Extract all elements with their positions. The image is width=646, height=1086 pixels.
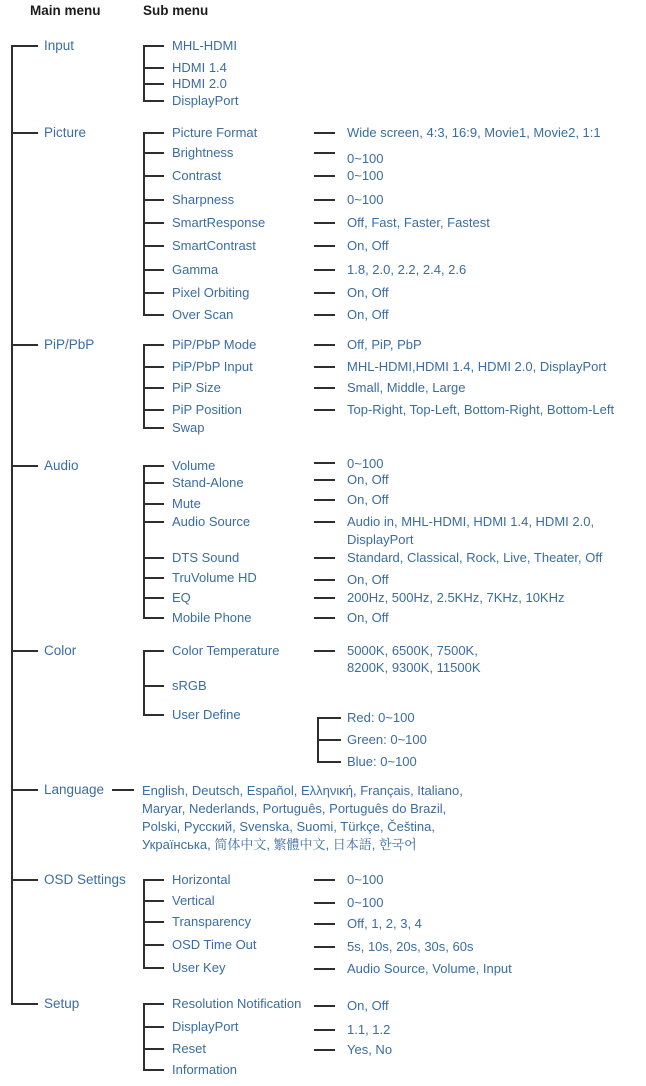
tree-line xyxy=(143,967,164,969)
tree-line xyxy=(143,222,164,224)
tree-line xyxy=(143,344,164,346)
tree-line xyxy=(143,650,164,652)
tree-line xyxy=(314,199,335,201)
submenu-item-pixel-orbiting: Pixel Orbiting xyxy=(172,285,250,300)
column-header-sub-menu: Sub menu xyxy=(143,3,209,18)
tree-line xyxy=(11,1003,38,1005)
tree-line xyxy=(11,45,38,47)
tree-line xyxy=(314,269,335,271)
tree-line xyxy=(143,100,164,102)
submenu-item-brightness: Brightness xyxy=(172,145,234,160)
submenu-value-dts-sound: Standard, Classical, Rock, Live, Theater, Off xyxy=(347,550,603,565)
submenu-item-red: Red: 0~100 xyxy=(347,710,415,725)
submenu-item-pip-position: PiP Position xyxy=(172,402,242,417)
submenu-value-over-scan: On, Off xyxy=(347,307,389,322)
submenu-value-pip-size: Small, Middle, Large xyxy=(347,380,466,395)
tree-line xyxy=(314,175,335,177)
tree-line xyxy=(314,557,335,559)
main-menu-item-input: Input xyxy=(44,38,75,53)
language-options-line2: Maryar, Nederlands, Português, Português do Brazil, xyxy=(142,801,447,816)
tree-line xyxy=(143,597,164,599)
submenu-value-stand-alone: On, Off xyxy=(347,472,389,487)
submenu-value-osd-time-out: 5s, 10s, 20s, 30s, 60s xyxy=(347,939,474,954)
tree-line xyxy=(143,152,164,154)
submenu-item-displayport: DisplayPort xyxy=(172,93,239,108)
main-menu-item-osd-settings: OSD Settings xyxy=(44,872,126,887)
submenu-value-audio-source: Audio in, MHL-HDMI, HDMI 1.4, HDMI 2.0, xyxy=(347,514,595,529)
submenu-item-pip-pbp-mode: PiP/PbP Mode xyxy=(172,337,257,352)
submenu-value-smartresponse: Off, Fast, Faster, Fastest xyxy=(347,215,490,230)
tree-line xyxy=(143,245,164,247)
submenu-value-smartcontrast: On, Off xyxy=(347,238,389,253)
submenu-value-gamma: 1.8, 2.0, 2.2, 2.4, 2.6 xyxy=(347,262,467,277)
submenu-value-pip-position: Top-Right, Top-Left, Bottom-Right, Bottom-Left xyxy=(347,402,615,417)
submenu-item-vertical: Vertical xyxy=(172,893,215,908)
column-header-main-menu: Main menu xyxy=(30,3,101,18)
main-menu-item-pip-pbp: PiP/PbP xyxy=(44,337,95,352)
submenu-item-smartresponse: SmartResponse xyxy=(172,215,266,230)
submenu-value-pip-pbp-input: MHL-HDMI,HDMI 1.4, HDMI 2.0, DisplayPort xyxy=(347,359,607,374)
tree-line xyxy=(143,521,164,523)
tree-line xyxy=(143,314,164,316)
tree-line xyxy=(143,577,164,579)
submenu-item-pip-size: PiP Size xyxy=(172,380,221,395)
tree-line xyxy=(314,521,335,523)
tree-line xyxy=(314,479,335,481)
language-options-list xyxy=(142,782,463,854)
tree-line xyxy=(143,557,164,559)
main-menu-item-picture: Picture xyxy=(44,125,87,140)
tree-line xyxy=(143,921,164,923)
submenu-item-mobile-phone: Mobile Phone xyxy=(172,610,252,625)
tree-line xyxy=(143,132,164,134)
tree-line xyxy=(112,789,134,791)
submenu-value-contrast: 0~100 xyxy=(347,168,384,183)
submenu-value-pixel-orbiting: On, Off xyxy=(347,285,389,300)
submenu-item-transparency: Transparency xyxy=(172,914,251,929)
tree-line xyxy=(143,199,164,201)
tree-line xyxy=(314,902,335,904)
tree-line xyxy=(143,83,164,85)
tree-branch-line xyxy=(143,45,145,102)
submenu-value-reset: Yes, No xyxy=(347,1042,393,1057)
submenu-value-pip-pbp-mode: Off, PiP, PbP xyxy=(347,337,422,352)
tree-line xyxy=(143,900,164,902)
submenu-item-user-key: User Key xyxy=(172,960,226,975)
tree-line xyxy=(314,222,335,224)
tree-line xyxy=(314,152,335,154)
submenu-value-eq: 200Hz, 500Hz, 2.5KHz, 7KHz, 10KHz xyxy=(347,590,565,605)
submenu-item-stand-alone: Stand-Alone xyxy=(172,475,244,490)
tree-line xyxy=(143,503,164,505)
tree-line xyxy=(11,465,38,467)
tree-branch-line xyxy=(143,132,145,316)
tree-line xyxy=(143,617,164,619)
tree-line xyxy=(143,1026,164,1028)
main-menu-item-language: Language xyxy=(44,782,105,797)
tree-line xyxy=(11,879,38,881)
tree-line xyxy=(314,409,335,411)
tree-line xyxy=(314,499,335,501)
tree-line xyxy=(143,175,164,177)
submenu-item-contrast: Contrast xyxy=(172,168,222,183)
submenu-value-displayport-version: 1.1, 1.2 xyxy=(347,1022,391,1037)
submenu-item-color-temperature: Color Temperature xyxy=(172,643,280,658)
tree-line xyxy=(314,366,335,368)
submenu-item-hdmi-20: HDMI 2.0 xyxy=(172,76,227,91)
tree-line xyxy=(314,245,335,247)
tree-line xyxy=(317,717,341,719)
submenu-item-displayport-version: DisplayPort xyxy=(172,1019,239,1034)
tree-line xyxy=(314,1029,335,1031)
submenu-value-user-key: Audio Source, Volume, Input xyxy=(347,961,512,976)
tree-line xyxy=(317,761,341,763)
tree-line xyxy=(314,968,335,970)
tree-line xyxy=(143,409,164,411)
submenu-item-osd-time-out: OSD Time Out xyxy=(172,937,257,952)
tree-branch-line xyxy=(143,465,145,619)
main-menu-item-color: Color xyxy=(44,643,77,658)
tree-line xyxy=(143,1069,164,1071)
tree-line xyxy=(314,879,335,881)
submenu-value-color-temperature-line2: 8200K, 9300K, 11500K xyxy=(347,660,481,675)
submenu-value-resolution-notification: On, Off xyxy=(347,998,389,1013)
submenu-item-reset: Reset xyxy=(172,1041,206,1056)
submenu-value-picture-format: Wide screen, 4:3, 16:9, Movie1, Movie2, 1:1 xyxy=(347,125,601,140)
tree-line xyxy=(314,462,335,464)
tree-line xyxy=(314,344,335,346)
submenu-item-dts-sound: DTS Sound xyxy=(172,550,240,565)
tree-line xyxy=(143,714,164,716)
submenu-value-color-temperature: 5000K, 6500K, 7500K, xyxy=(347,643,478,658)
language-options-line4: Українська, 简体中文, 繁體中文, 日本語, 한국어 xyxy=(142,837,417,852)
submenu-item-srgb: sRGB xyxy=(172,678,207,693)
tree-line xyxy=(314,617,335,619)
submenu-item-resolution-notification: Resolution Notification xyxy=(172,996,302,1011)
tree-branch-line xyxy=(143,650,145,716)
tree-line xyxy=(143,269,164,271)
submenu-item-hdmi-14: HDMI 1.4 xyxy=(172,60,227,75)
submenu-item-green: Green: 0~100 xyxy=(347,732,427,747)
submenu-value-volume: 0~100 xyxy=(347,456,384,471)
tree-line xyxy=(11,344,38,346)
tree-line xyxy=(143,482,164,484)
tree-line xyxy=(314,1049,335,1051)
main-menu-item-setup: Setup xyxy=(44,996,80,1011)
tree-line xyxy=(143,45,164,47)
tree-line xyxy=(143,465,164,467)
tree-line xyxy=(11,650,38,652)
submenu-value-truvolume-hd: On, Off xyxy=(347,572,389,587)
submenu-item-pip-pbp-input: PiP/PbP Input xyxy=(172,359,253,374)
submenu-item-horizontal: Horizontal xyxy=(172,872,231,887)
submenu-item-mhl-hdmi: MHL-HDMI xyxy=(172,38,237,53)
submenu-item-blue: Blue: 0~100 xyxy=(347,754,417,769)
language-options-line3: Polski, Русский, Svenska, Suomi, Türkçe, Čeština, xyxy=(142,819,435,834)
tree-line xyxy=(143,427,164,429)
tree-line xyxy=(143,292,164,294)
submenu-value-sharpness: 0~100 xyxy=(347,192,384,207)
submenu-value-mute: On, Off xyxy=(347,492,389,507)
tree-line xyxy=(314,597,335,599)
submenu-item-user-define: User Define xyxy=(172,707,241,722)
tree-line xyxy=(11,789,38,791)
submenu-item-smartcontrast: SmartContrast xyxy=(172,238,256,253)
submenu-item-audio-source: Audio Source xyxy=(172,514,251,529)
submenu-value-brightness: 0~100 xyxy=(347,151,384,166)
submenu-value-vertical: 0~100 xyxy=(347,895,384,910)
submenu-item-truvolume-hd: TruVolume HD xyxy=(172,570,257,585)
tree-line xyxy=(143,944,164,946)
submenu-item-gamma: Gamma xyxy=(172,262,219,277)
tree-line xyxy=(143,1048,164,1050)
submenu-value-transparency: Off, 1, 2, 3, 4 xyxy=(347,916,422,931)
main-menu-item-audio: Audio xyxy=(44,458,79,473)
tree-trunk-line xyxy=(11,45,13,1005)
submenu-item-mute: Mute xyxy=(172,496,201,511)
tree-line xyxy=(143,685,164,687)
submenu-item-over-scan: Over Scan xyxy=(172,307,234,322)
tree-line xyxy=(314,1005,335,1007)
tree-branch-line xyxy=(143,1003,145,1071)
tree-line xyxy=(143,879,164,881)
submenu-item-picture-format: Picture Format xyxy=(172,125,258,140)
tree-line xyxy=(317,739,341,741)
submenu-item-volume: Volume xyxy=(172,458,216,473)
tree-line xyxy=(314,923,335,925)
tree-branch-line xyxy=(143,879,145,969)
language-options-line1: English, Deutsch, Español, Ελληνική, Français, Italiano, xyxy=(142,783,463,798)
tree-line xyxy=(314,292,335,294)
tree-line xyxy=(314,314,335,316)
submenu-item-information: Information xyxy=(172,1062,238,1077)
submenu-item-sharpness: Sharpness xyxy=(172,192,235,207)
tree-line xyxy=(314,132,335,134)
tree-line xyxy=(143,1003,164,1005)
submenu-value-audio-source-line2: DisplayPort xyxy=(347,532,414,547)
submenu-item-eq: EQ xyxy=(172,590,191,605)
tree-line xyxy=(314,387,335,389)
tree-line xyxy=(143,387,164,389)
tree-line xyxy=(314,946,335,948)
tree-line xyxy=(143,67,164,69)
tree-line xyxy=(314,650,335,652)
submenu-value-horizontal: 0~100 xyxy=(347,872,384,887)
submenu-item-swap: Swap xyxy=(172,420,205,435)
tree-line xyxy=(314,579,335,581)
tree-line xyxy=(143,366,164,368)
tree-line xyxy=(11,132,38,134)
submenu-value-mobile-phone: On, Off xyxy=(347,610,389,625)
